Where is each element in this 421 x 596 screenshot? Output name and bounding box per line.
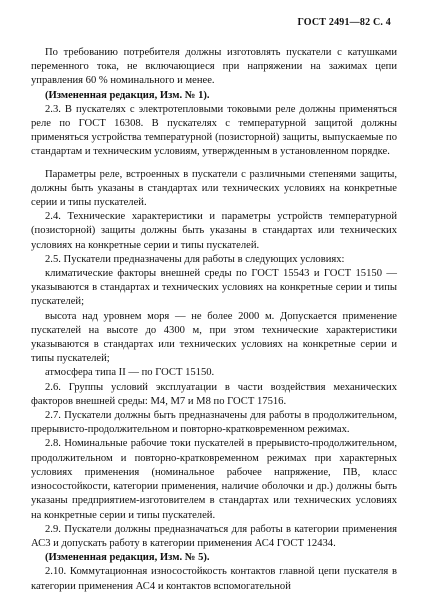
paragraph: 2.6. Группы условий эксплуатации в части воздействия механических факторов внешней среды: М4, М7 и М8 по ГОСТ 17516. xyxy=(31,381,397,407)
paragraph: высота над уровнем моря — не более 2000 м. Допускается применение пускателей на высоте до 4300 м, при этом технические характеристики указываются в стандартах или технических условиях на конкретные серии и типы пускателей; xyxy=(31,310,397,365)
paragraph: 2.9. Пускатели должны предназначаться для работы в категории применения АС3 и допускать работу в категории применения АС4 ГОСТ 12434. xyxy=(31,523,397,549)
paragraph: 2.10. Коммутационная износостойкость контактов главной цепи пускателя в категории применения АС4 и контактов вспомогательной xyxy=(31,566,397,592)
paragraph: 2.8. Номинальные рабочие токи пускателей в прерывисто-продолжительном, продолжительном и повторно-кратковременном режимах при характерных условиях применения (номинальное рабочее напряжение, ПВ, класс износостойкости, категории применения, наличие оболочки и др.) должны быть указаны предприятием-изготовителем в стандартах или технических условиях на конкретные серии и типы пускателей. xyxy=(31,438,397,521)
paragraph: Параметры реле, встроенных в пускатели с различными степенями защиты, должны быть указаны в стандартах или технических условиях на конкретные серии и типы пускателей. xyxy=(31,168,397,209)
paragraph: климатические факторы внешней среды по ГОСТ 15543 и ГОСТ 15150 — указываются в стандартах и технических условиях на конкретные серии и типы пускателей; xyxy=(31,268,397,308)
paragraph: 2.7. Пускатели должны быть предназначены для работы в продолжительном, прерывисто-продолжительном и повторно-кратковременном режимах. xyxy=(31,410,397,436)
paragraph: 2.5. Пускатели предназначены для работы в следующих условиях: xyxy=(45,253,345,265)
page-header: ГОСТ 2491—82 С. 4 xyxy=(297,17,391,28)
paragraph: По требованию потребителя должны изготовлять пускатели с катушками переменного тока, не включающиеся при напряжении на зажимах цепи управления 60 % номинального и менее. xyxy=(31,47,397,87)
document-body xyxy=(31,46,397,594)
paragraph: 2.4. Технические характеристики и параметры устройств температурной (позисторной) защиты должны быть указаны в стандартах или технических условиях на конкретные серии и типы пускателей. xyxy=(31,211,397,251)
paragraph: атмосфера типа II — по ГОСТ 15150. xyxy=(45,367,215,379)
amendment-note: (Измененная редакция, Изм. № 5). xyxy=(45,552,210,564)
amendment-note: (Измененная редакция, Изм. № 1). xyxy=(45,89,210,101)
paragraph: 2.3. В пускателях с электротепловыми токовыми реле должны применяться реле по ГОСТ 16308. В пускателях с температурной защитой должны применяться устройства температурной (позисторной) защиты, выпускаемые по стандартам и техническим условиям, утвержденным в установленном порядке. xyxy=(31,103,397,158)
